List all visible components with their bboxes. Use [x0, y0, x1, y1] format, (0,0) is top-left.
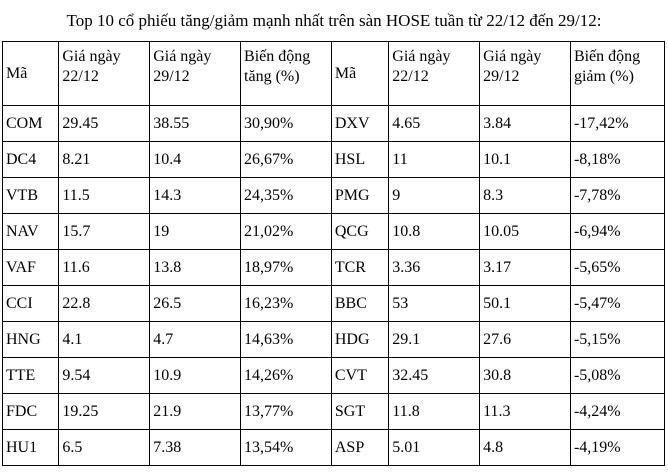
- gainer-code: TTE: [3, 358, 59, 394]
- table-row: [3, 430, 665, 466]
- gainer-change: 16,23%: [241, 286, 332, 322]
- loser-change: -17,42%: [570, 106, 664, 142]
- loser-price-2912: 10.1: [480, 142, 571, 178]
- loser-code: QCG: [331, 214, 388, 250]
- header-gia-2912-right: Giá ngày 29/12: [480, 42, 571, 106]
- loser-price-2212: 3.36: [389, 250, 480, 286]
- gainer-change: 18,97%: [241, 250, 332, 286]
- loser-code: ASP: [331, 430, 388, 466]
- loser-code: PMG: [331, 178, 388, 214]
- loser-price-2912: 10.05: [480, 214, 571, 250]
- gainer-change: 14,26%: [241, 358, 332, 394]
- loser-price-2912: 8.3: [480, 178, 571, 214]
- gainer-code: VAF: [3, 250, 59, 286]
- loser-change: -7,78%: [570, 178, 664, 214]
- gainer-price-2212: 8.21: [59, 142, 150, 178]
- gainer-price-2912: 7.38: [150, 430, 241, 466]
- gainer-code: HU1: [3, 430, 59, 466]
- gainer-code: CCI: [3, 286, 59, 322]
- gainer-price-2912: 13.8: [150, 250, 241, 286]
- table-row: [3, 358, 665, 394]
- loser-change: -5,47%: [570, 286, 664, 322]
- loser-change: -6,94%: [570, 214, 664, 250]
- gainer-code: DC4: [3, 142, 59, 178]
- loser-change: -5,65%: [570, 250, 664, 286]
- header-gia-2912-left: Giá ngày 29/12: [150, 42, 241, 106]
- loser-price-2212: 5.01: [389, 430, 480, 466]
- table-row: [3, 178, 665, 214]
- header-gia-2212-left: Giá ngày 22/12: [59, 42, 150, 106]
- header-gia-2212-right: Giá ngày 22/12: [389, 42, 480, 106]
- gainer-change: 24,35%: [241, 178, 332, 214]
- header-ma-right: Mã: [331, 42, 388, 106]
- gainer-price-2212: 29.45: [59, 106, 150, 142]
- table-row: [3, 286, 665, 322]
- gainer-change: 30,90%: [241, 106, 332, 142]
- gainer-price-2912: 21.9: [150, 394, 241, 430]
- table-header-row: [3, 42, 665, 106]
- header-ma-left: Mã: [3, 42, 59, 106]
- loser-price-2912: 30.8: [480, 358, 571, 394]
- gainer-price-2212: 22.8: [59, 286, 150, 322]
- gainer-change: 21,02%: [241, 214, 332, 250]
- gainer-price-2212: 4.1: [59, 322, 150, 358]
- gainer-code: HNG: [3, 322, 59, 358]
- table-row: [3, 214, 665, 250]
- loser-price-2912: 3.84: [480, 106, 571, 142]
- table-row: [3, 142, 665, 178]
- gainer-price-2212: 11.6: [59, 250, 150, 286]
- table-row: [3, 322, 665, 358]
- gainer-change: 26,67%: [241, 142, 332, 178]
- loser-code: DXV: [331, 106, 388, 142]
- gainer-price-2212: 15.7: [59, 214, 150, 250]
- gainer-price-2212: 9.54: [59, 358, 150, 394]
- gainer-price-2212: 11.5: [59, 178, 150, 214]
- header-bien-dong-tang: Biến động tăng (%): [241, 42, 332, 106]
- page-title: Top 10 cổ phiếu tăng/giảm mạnh nhất trên sàn HOSE tuần từ 22/12 đến 29/12:: [66, 11, 602, 30]
- loser-change: -8,18%: [570, 142, 664, 178]
- loser-price-2212: 9: [389, 178, 480, 214]
- loser-price-2212: 11.8: [389, 394, 480, 430]
- gainer-price-2212: 6.5: [59, 430, 150, 466]
- gainer-code: FDC: [3, 394, 59, 430]
- gainer-price-2912: 10.9: [150, 358, 241, 394]
- loser-price-2912: 27.6: [480, 322, 571, 358]
- gainer-change: 13,54%: [241, 430, 332, 466]
- gainer-price-2912: 19: [150, 214, 241, 250]
- loser-change: -4,19%: [570, 430, 664, 466]
- gainer-code: COM: [3, 106, 59, 142]
- loser-code: HDG: [331, 322, 388, 358]
- loser-price-2212: 29.1: [389, 322, 480, 358]
- header-bien-dong-giam: Biến động giảm (%): [570, 42, 664, 106]
- gainer-price-2912: 4.7: [150, 322, 241, 358]
- loser-price-2912: 50.1: [480, 286, 571, 322]
- gainer-change: 14,63%: [241, 322, 332, 358]
- gainer-code: NAV: [3, 214, 59, 250]
- loser-price-2912: 3.17: [480, 250, 571, 286]
- loser-code: BBC: [331, 286, 388, 322]
- loser-code: CVT: [331, 358, 388, 394]
- loser-code: HSL: [331, 142, 388, 178]
- loser-change: -5,08%: [570, 358, 664, 394]
- table-row: [3, 250, 665, 286]
- loser-change: -5,15%: [570, 322, 664, 358]
- stock-table: [2, 41, 665, 466]
- loser-code: SGT: [331, 394, 388, 430]
- loser-price-2912: 11.3: [480, 394, 571, 430]
- loser-price-2212: 4.65: [389, 106, 480, 142]
- loser-price-2212: 53: [389, 286, 480, 322]
- gainer-price-2912: 38.55: [150, 106, 241, 142]
- gainer-price-2912: 26.5: [150, 286, 241, 322]
- gainer-price-2212: 19.25: [59, 394, 150, 430]
- loser-price-2212: 11: [389, 142, 480, 178]
- loser-code: TCR: [331, 250, 388, 286]
- loser-price-2212: 10.8: [389, 214, 480, 250]
- gainer-change: 13,77%: [241, 394, 332, 430]
- gainer-price-2912: 10.4: [150, 142, 241, 178]
- gainer-price-2912: 14.3: [150, 178, 241, 214]
- table-row: [3, 106, 665, 142]
- table-row: [3, 394, 665, 430]
- gainer-code: VTB: [3, 178, 59, 214]
- loser-price-2212: 32.45: [389, 358, 480, 394]
- loser-price-2912: 4.8: [480, 430, 571, 466]
- loser-change: -4,24%: [570, 394, 664, 430]
